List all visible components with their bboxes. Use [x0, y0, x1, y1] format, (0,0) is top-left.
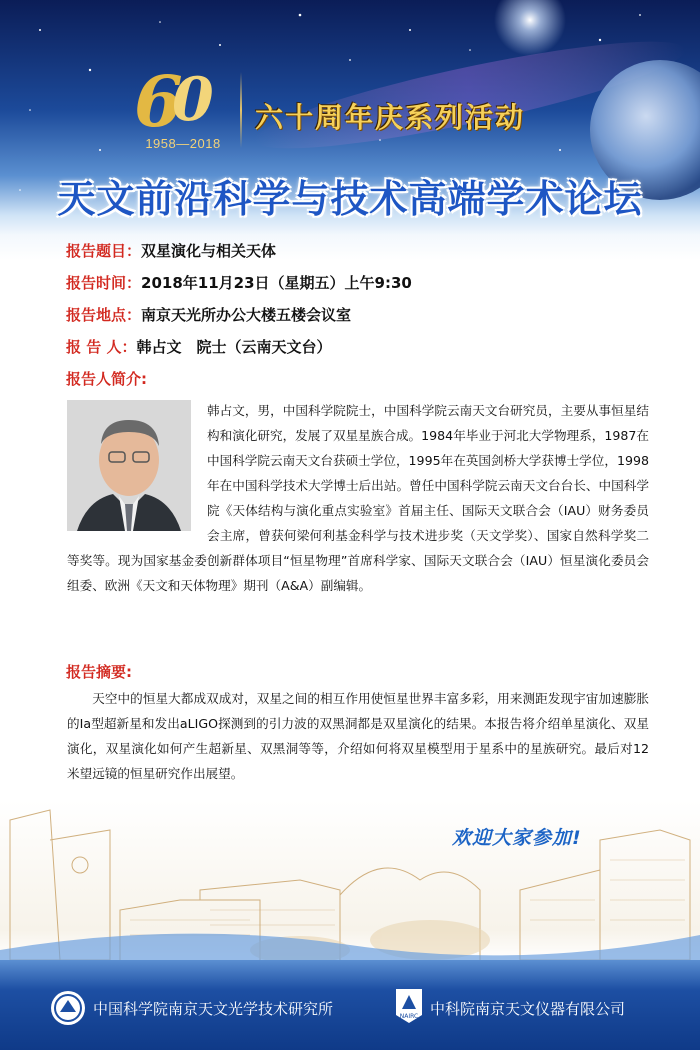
talk-info: [66, 240, 646, 368]
info-row-topic: [66, 240, 646, 272]
nairc-logo-text: NAIRC: [399, 1013, 419, 1020]
info-row-place: [66, 304, 646, 336]
topic-label: 报告题目：: [66, 242, 142, 260]
speaker-label: 报 告 人：: [66, 338, 137, 356]
place-label: 报告地点：: [66, 306, 142, 324]
speaker-photo: [67, 400, 191, 531]
niaot-emblem-icon: [50, 990, 86, 1026]
welcome-text: 欢迎大家参加!: [452, 827, 582, 849]
svg-text:0: 0: [172, 65, 214, 135]
info-row-speaker: [66, 336, 646, 368]
series-title: 六十周年庆系列活动: [255, 101, 526, 134]
forum-title: 天文前沿科学与技术高端学术论坛: [57, 177, 643, 221]
logo-years: 1958—2018: [145, 136, 221, 151]
svg-text:6: 6: [134, 60, 183, 143]
anniversary-60-logo: [132, 58, 232, 148]
campus-buildings-illustration: [0, 800, 700, 970]
speaker-value: 韩占文 院士（云南天文台）: [136, 338, 332, 356]
footer-right-org: 中科院南京天文仪器有限公司: [430, 1000, 626, 1018]
header-banner: [0, 0, 700, 235]
logo-divider: [240, 72, 242, 148]
info-row-time: [66, 272, 646, 304]
place-value: 南京天光所办公大楼五楼会议室: [141, 306, 352, 324]
time-value: 2018年11月23日（星期五）上午9:30: [141, 274, 412, 292]
footer-left-org: 中国科学院南京天文光学技术研究所: [93, 1000, 334, 1018]
topic-value: 双星演化与相关天体: [141, 242, 277, 260]
bio-heading: 报告人简介:: [66, 370, 147, 388]
nairc-logo-icon: [392, 985, 426, 1031]
abstract-heading: 报告摘要:: [66, 663, 132, 681]
abstract-text: 天空中的恒星大都成双成对，双星之间的相互作用使恒星世界丰富多彩，用来测距发现宇宙加速膨胀的Ia型超新星和发出aLIGO探测到的引力波的双黑洞都是双星演化的结果。本报告将介绍单星演化、双星演化，双星演化如何产生超新星、双黑洞等等，介绍如何将双星模型用于星系中的星族研究。最后对12米望远镜的恒星研究作出展望。: [67, 691, 649, 781]
time-label: 报告时间：: [66, 274, 142, 292]
bio-text: 韩占文，男，中国科学院院士，中国科学院云南天文台研究员，主要从事恒星结构和演化研究，发展了双星星族合成。1984年毕业于河北大学物理系，1987在中国科学院云南天文台获硕士学位，1995年在英国剑桥大学获博士学位，1998年在中国科学技术大学博士后出站。曾任中国科学院云南天文台台长、中国科学院《天体结构与演化重点实验室》首届主任、国际天文联合会（IAU）财务委员会主席，曾获何梁何利基金科学与技术进步奖（天文学奖）、国家自然科学奖二等奖等。现为国家基金委创新群体项目“恒星物理”首席科学家、国际天文联合会（IAU）恒星演化委员会组委、欧洲《天文和天体物理》期刊（A&A）副编辑。: [67, 403, 649, 593]
